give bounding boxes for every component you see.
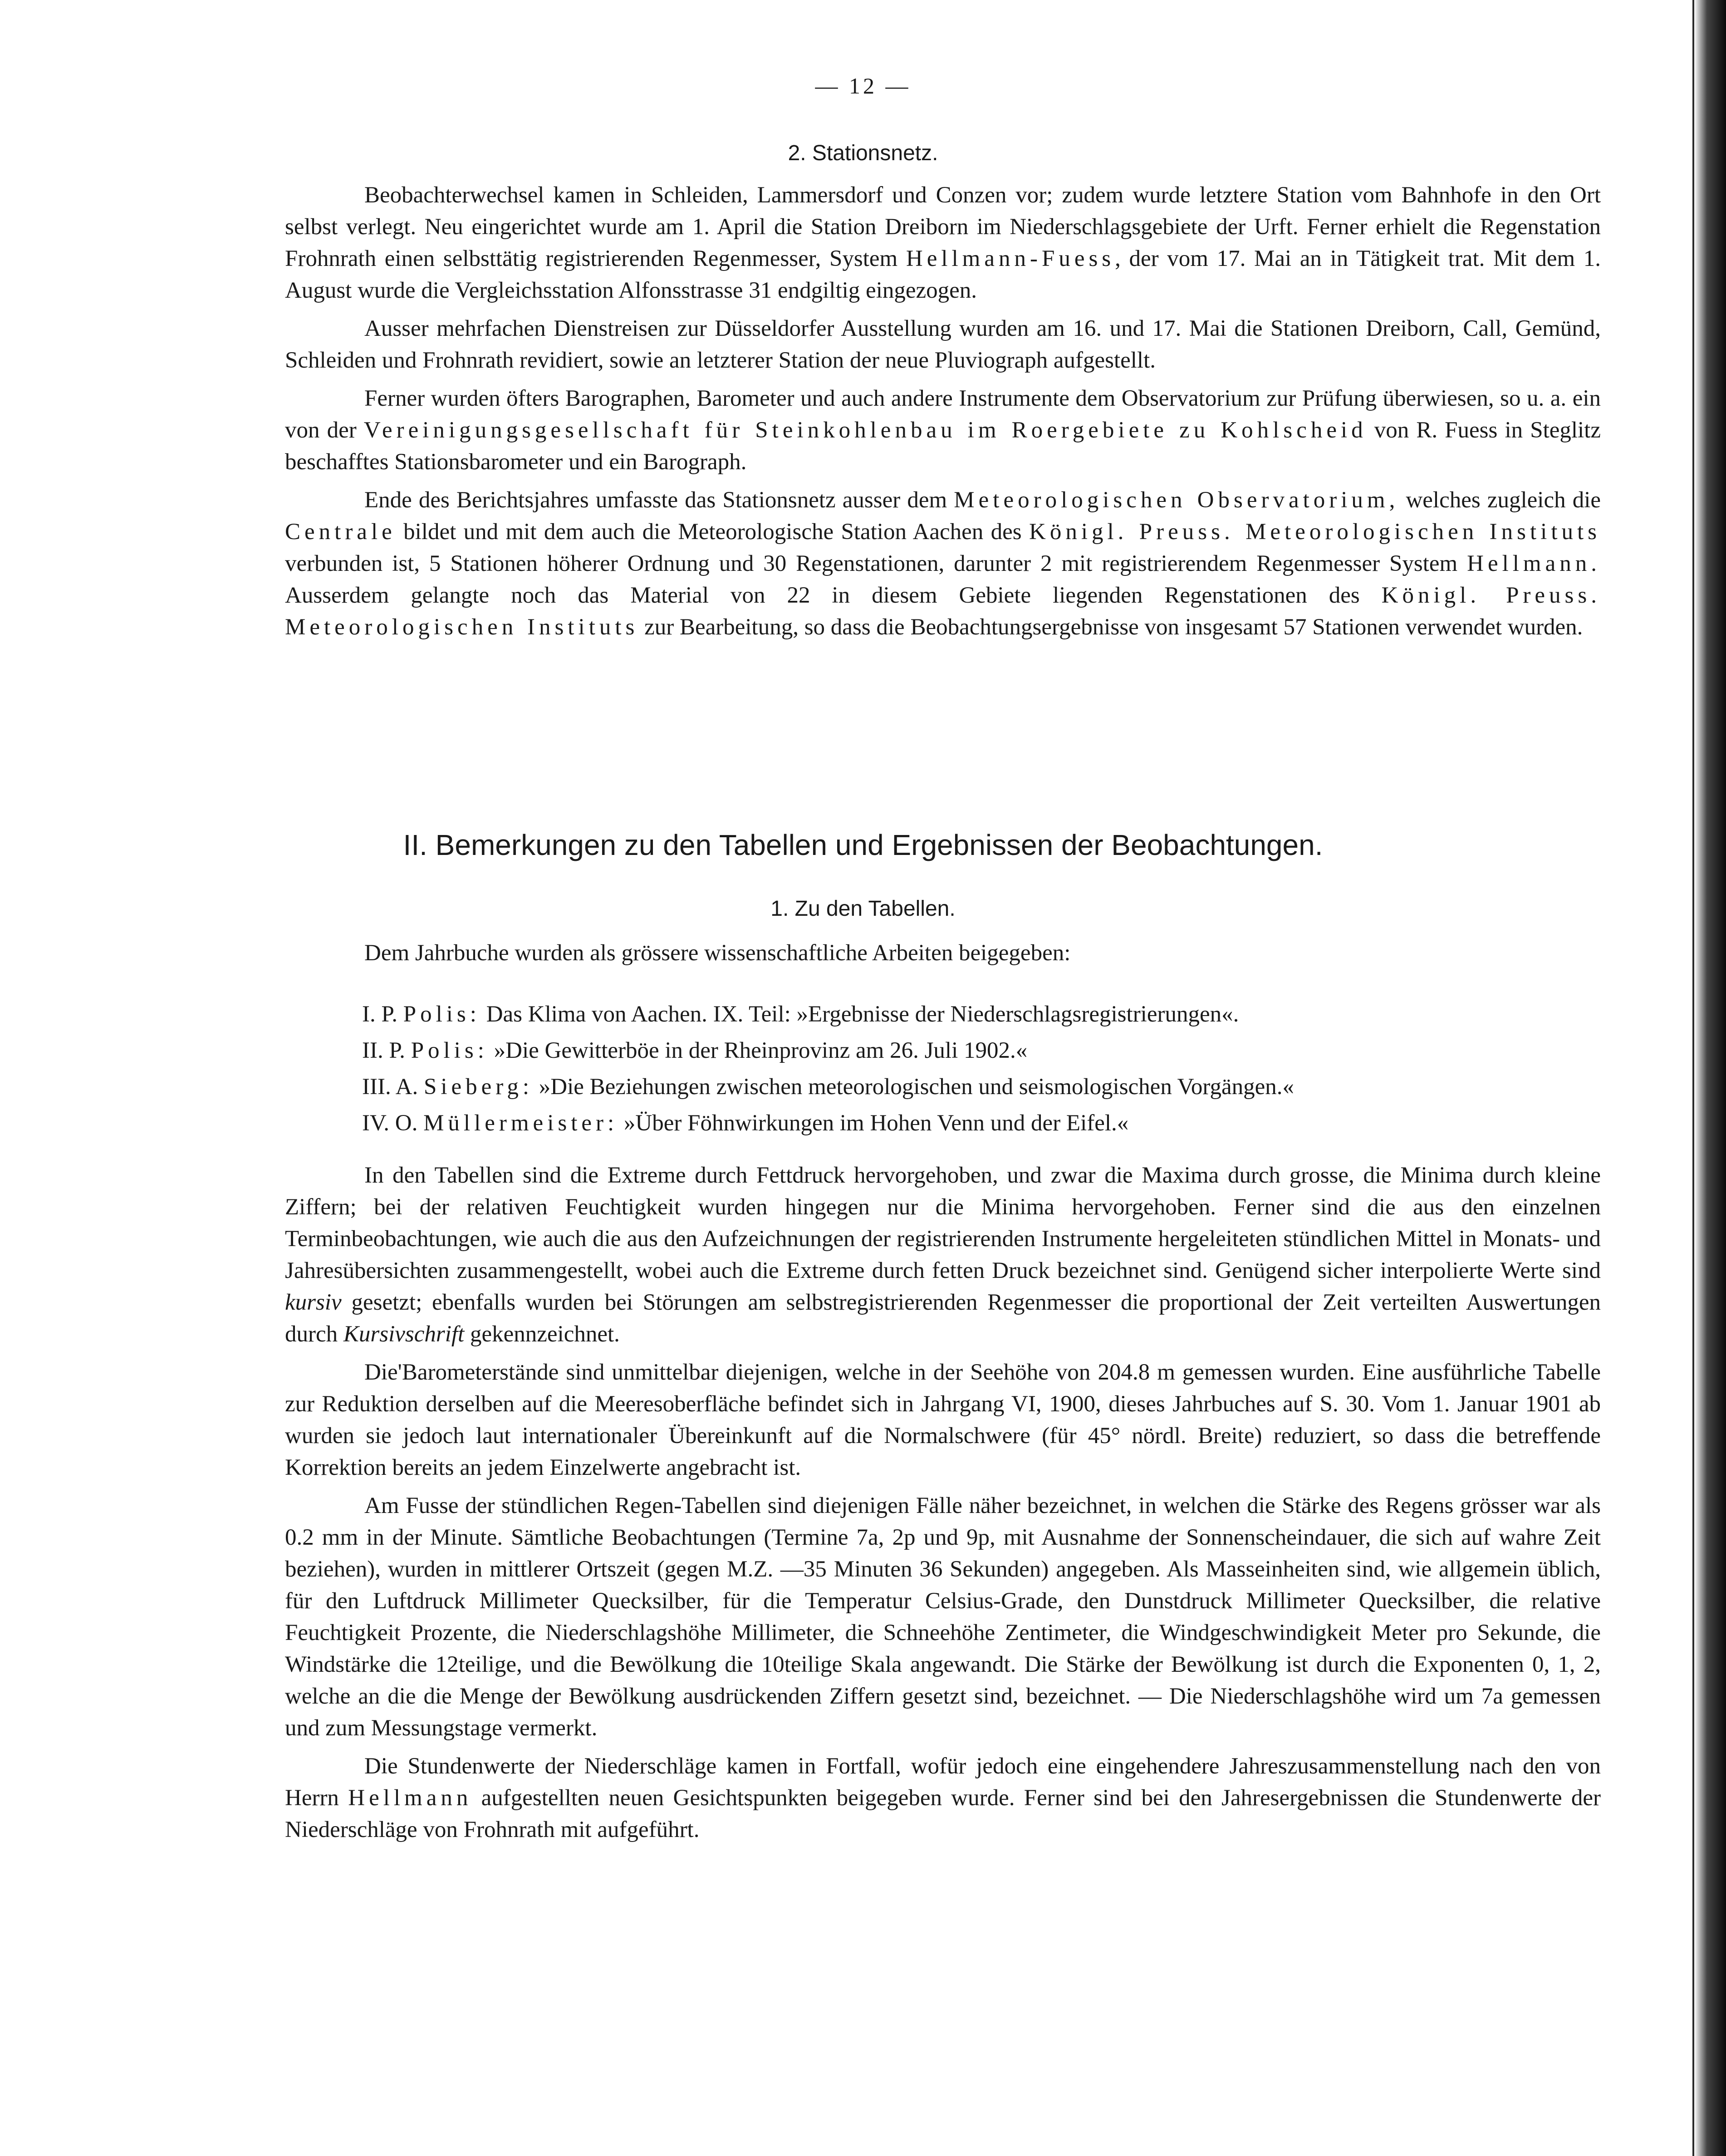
text-run: Ausserdem gelangte noch das Material von 22 in diesem Gebiete liegenden Regenstationen des <box>285 583 1360 608</box>
paragraph <box>285 484 1601 643</box>
spaced-name: Königl. Preuss. Meteorologischen Instituts <box>285 583 1601 640</box>
paragraph: Ausser mehrfachen Dienstreisen zur Düsseldorfer Ausstellung wurden am 16. und 17. Mai die Stationen Dreiborn, Call, Gemünd, Schleiden und Frohnrath revidiert, sowie an letzterer Station der neue Pluviograph aufgestellt. <box>285 316 1601 373</box>
text-run: Ferner wurden öfters Barographen, Barometer und auch andere Instrumente dem Observatorium zur Prüfung überwiesen, so u. a. ein von der <box>285 386 1601 443</box>
text-run: welches zugleich die <box>1406 487 1601 513</box>
text-run: Die Stundenwerte der Niederschläge kamen in Fortfall, wofür jedoch eine eingehendere Jahreszusammenstellung nach den von Herrn <box>285 1753 1601 1811</box>
text-run: von R. Fuess in Steglitz beschafftes Stationsbarometer und ein Barograph. <box>285 417 1601 475</box>
publication-item <box>362 996 1587 1032</box>
text-run: bildet und mit dem auch die Meteorologische Station Aachen des <box>403 519 1022 545</box>
publication-author: Müllermeister: <box>423 1110 618 1136</box>
spaced-name: Hellmann. <box>1467 551 1601 576</box>
intro-block <box>285 937 1601 975</box>
spaced-name: Meteorologischen Observatorium, <box>954 487 1399 513</box>
publication-title: Das Klima von Aachen. IX. Teil: »Ergebnisse der Niederschlagsregistrierungen«. <box>486 1002 1239 1027</box>
text-run: , der vom 17. Mai an in Tätigkeit trat. Mit dem 1. August wurde die Vergleichsstation Alfonsstrasse 31 endgiltig eingezogen. <box>285 246 1601 303</box>
text-run: gekennzeichnet. <box>470 1321 620 1347</box>
spaced-name: Königl. Preuss. Meteorologischen Instituts <box>1029 519 1601 545</box>
italic-term: Kursivschrift <box>343 1321 465 1347</box>
spaced-name: Hellmann <box>348 1785 472 1811</box>
publication-title: »Die Beziehungen zwischen meteorologischen und seismologischen Vorgängen.« <box>539 1074 1294 1100</box>
publication-number: IV. O. <box>362 1110 418 1136</box>
spaced-name: Hellmann-Fuess <box>906 246 1115 271</box>
publication-title: »Über Föhnwirkungen im Hohen Venn und der Eifel.« <box>623 1110 1129 1136</box>
paragraph <box>285 1750 1601 1846</box>
page-number: — 12 — <box>815 73 911 98</box>
sub-heading-tabellen: 1. Zu den Tabellen. <box>770 897 956 921</box>
paragraph <box>285 179 1601 306</box>
publication-list <box>362 996 1587 1141</box>
publication-item <box>362 1032 1587 1069</box>
scan-edge-shadow <box>1694 0 1726 2156</box>
spaced-name: Vereinigungsgesellschaft für Steinkohlenbau im Roergebiete zu Kohlscheid <box>363 417 1367 443</box>
paragraph <box>285 383 1601 478</box>
text-run: zur Bearbeitung, so dass die Beobachtungsergebnisse von insgesamt 57 Stationen verwendet wurden. <box>644 614 1583 640</box>
spaced-name: Centrale <box>285 519 396 545</box>
intro-paragraph: Dem Jahrbuche wurden als grössere wissenschaftliche Arbeiten beigegeben: <box>364 940 1071 966</box>
section-heading-main: II. Bemerkungen zu den Tabellen und Ergebnissen der Beobachtungen. <box>403 829 1323 861</box>
stationsnetz-body <box>285 179 1601 649</box>
italic-term: kursiv <box>285 1290 342 1315</box>
publication-author: Polis: <box>411 1038 488 1063</box>
publication-item <box>362 1105 1587 1141</box>
text-run: In den Tabellen sind die Extreme durch Fettdruck hervorgehoben, und zwar die Maxima durch grosse, die Minima durch kleine Ziffern; bei der relativen Feuchtigkeit wurden hingegen nur die Minima hervorgehoben. Ferner sind die aus den einzelnen Terminbeobachtungen, wie auch die aus den Aufzeichnungen der registrierenden Instrumente hergeleiteten stündlichen Mittel in Monats- und Jahresübersichten zusammengestellt, wobei auch die Extreme durch fetten Druck bezeichnet sind. Genügend sicher interpolierte Werte sind <box>285 1163 1601 1283</box>
publication-author: Polis: <box>403 1002 481 1027</box>
publication-author: Sieberg: <box>423 1074 534 1100</box>
paragraph <box>285 1159 1601 1350</box>
publication-number: III. A. <box>362 1074 418 1100</box>
tabellen-body <box>285 1159 1601 1852</box>
paragraph: Am Fusse der stündlichen Regen-Tabellen sind diejenigen Fälle näher bezeichnet, in welchen die Stärke des Regens grösser war als 0.2 mm in der Minute. Sämtliche Beobachtungen (Termine 7a, 2p und 9p, mit Ausnahme der Sonnenscheindauer, die sich auf wahre Zeit beziehen), wurden in mittlerer Ortszeit (gegen M.Z. —35 Minuten 36 Sekunden) angegeben. Als Masseinheiten sind, wie allgemein üblich, für den Luftdruck Millimeter Quecksilber, für die Temperatur Celsius-Grade, den Dunstdruck Millimeter Quecksilber, die relative Feuchtigkeit Prozente, die Niederschlagshöhe Millimeter, die Schneehöhe Zentimeter, die Windgeschwindigkeit Meter pro Sekunde, die Windstärke die 12teilige, und die Bewölkung die 10teilige Skala angewandt. Die Stärke der Bewölkung ist durch die Exponenten 0, 1, 2, welche an die die Menge der Bewölkung ausdrückenden Ziffern gesetzt sind, bezeichnet. — Die Niederschlagshöhe wird um 7a gemessen und zum Messungstage vermerkt. <box>285 1493 1601 1741</box>
text-run: Beobachterwechsel kamen in Schleiden, Lammersdorf und Conzen vor; zudem wurde letztere Station vom Bahnhofe in den Ort selbst verlegt. Neu eingerichtet wurde am 1. April die Station Dreiborn im Niederschlagsgebiete der Urft. Ferner erhielt die Regenstation Frohnrath einen selbsttätig registrierenden Regenmesser, System <box>285 182 1601 271</box>
paragraph: Die'Barometerstände sind unmittelbar diejenigen, welche in der Seehöhe von 204.8 m gemessen wurden. Eine ausführliche Tabelle zur Reduktion derselben auf die Meeresoberfläche befindet sich in Jahrgang VI, 1900, dieses Jahrbuches auf S. 30. Vom 1. Januar 1901 ab wurden sie jedoch laut internationaler Übereinkunft auf die Normalschwere (für 45° nördl. Breite) reduziert, so dass die betreffende Korrektion bereits an jedem Einzelwerte angebracht ist. <box>285 1360 1601 1480</box>
publication-number: II. P. <box>362 1038 405 1063</box>
text-run: verbunden ist, 5 Stationen höherer Ordnung und 30 Regenstationen, darunter 2 mit registrierendem Regenmesser System <box>285 551 1458 576</box>
section-heading-stationsnetz: 2. Stationsnetz. <box>788 141 938 165</box>
text-run: Ende des Berichtsjahres umfasste das Stationsnetz ausser dem <box>364 487 947 513</box>
text-run: aufgestellten neuen Gesichtspunkten beigegeben wurde. Ferner sind bei den Jahresergebnissen die Stundenwerte der Niederschläge von Frohnrath mit aufgeführt. <box>285 1785 1601 1842</box>
text-run: gesetzt; ebenfalls wurden bei Störungen am selbstregistrierenden Regenmesser die proportional der Zeit verteilten Auswertungen durch <box>285 1290 1601 1347</box>
publication-title: »Die Gewitterböe in der Rheinprovinz am 26. Juli 1902.« <box>494 1038 1028 1063</box>
publication-item <box>362 1069 1587 1105</box>
publication-number: I. P. <box>362 1002 397 1027</box>
